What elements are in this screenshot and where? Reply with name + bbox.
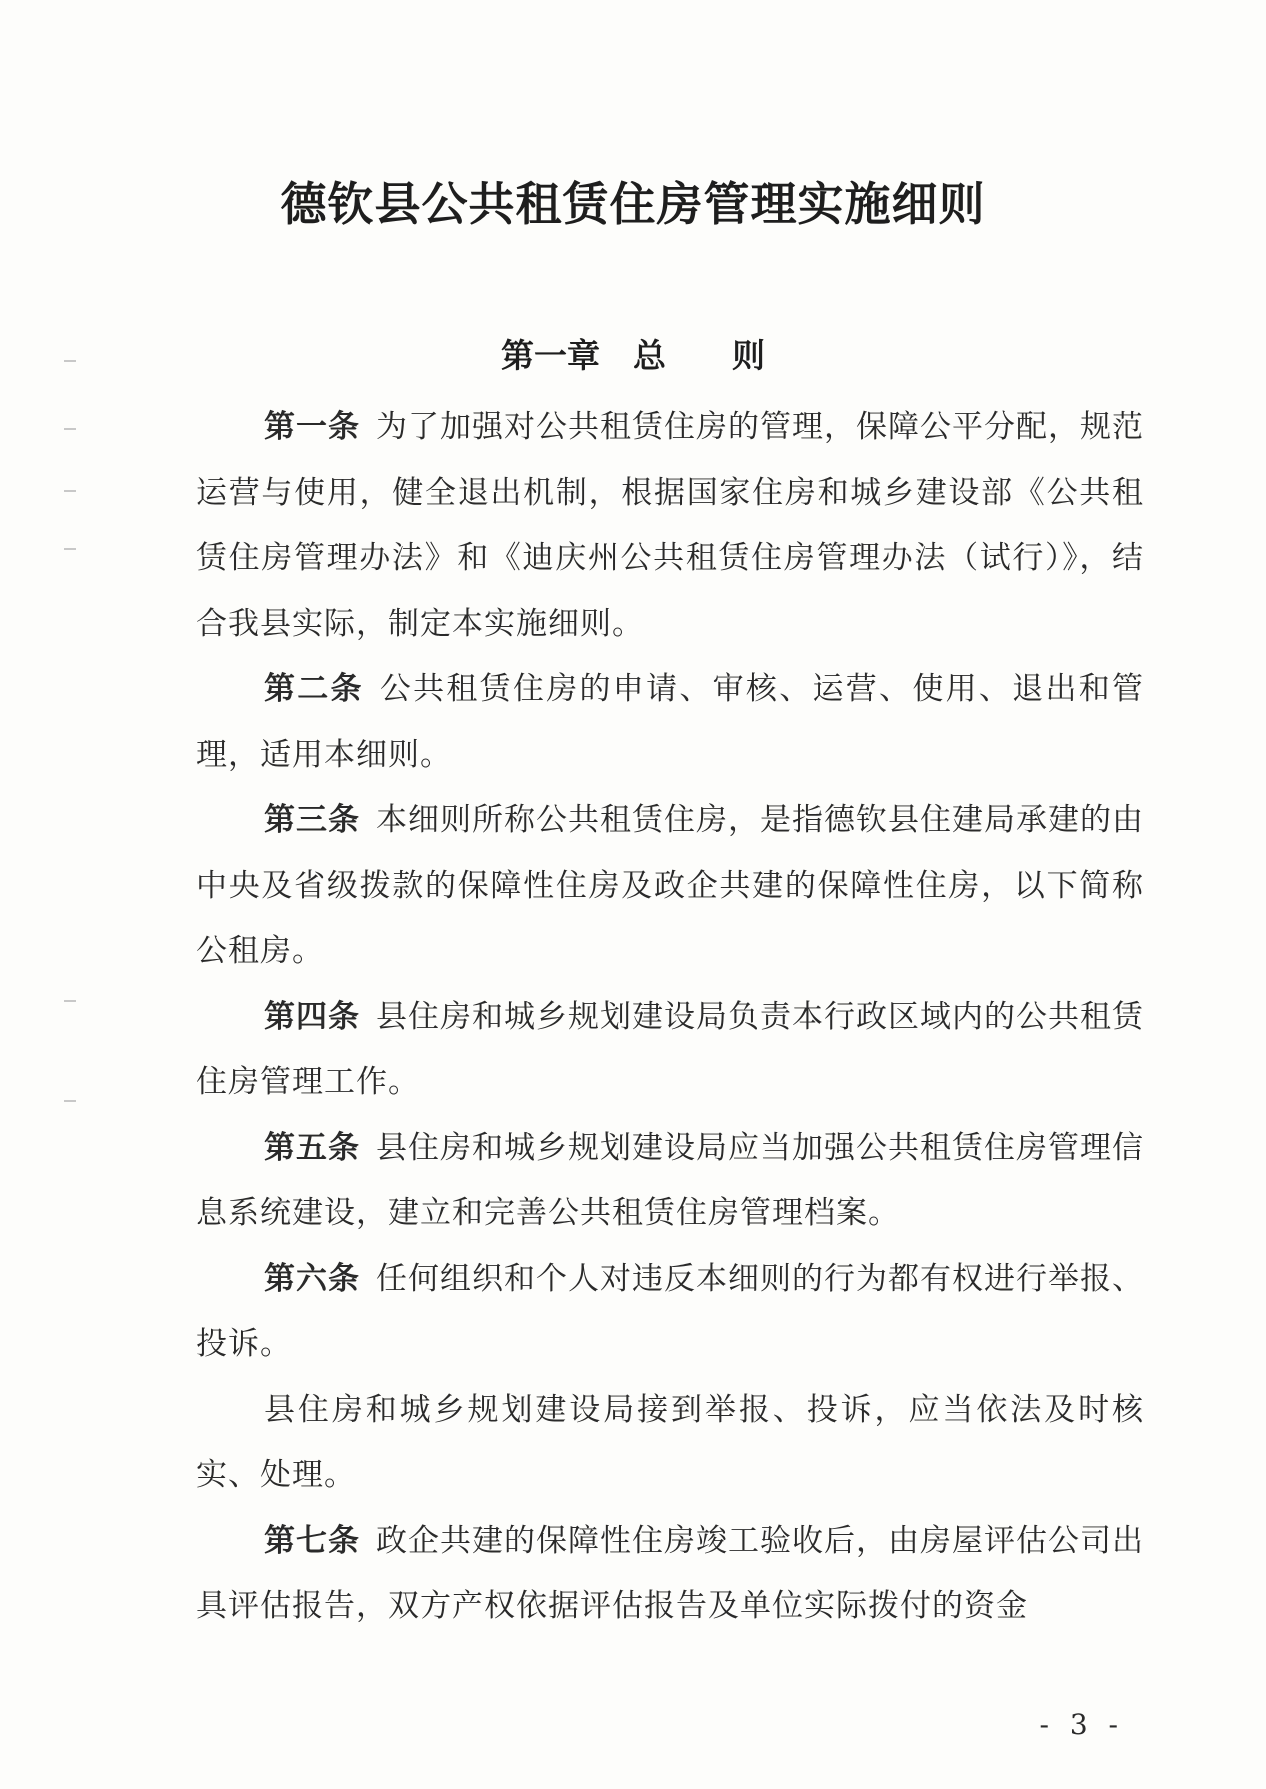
scan-mark: [64, 548, 76, 550]
page-number: - 3 -: [1039, 1708, 1124, 1741]
article-number: 第四条: [264, 998, 360, 1035]
article-text: 县住房和城乡规划建设局应当加强公共租赁住房管理信息系统建设，建立和完善公共租赁住房管理档案。: [196, 1129, 1144, 1231]
scan-mark: [64, 490, 76, 492]
article-number: 第三条: [264, 802, 360, 838]
scan-mark: [64, 428, 76, 430]
article-text: 县住房和城乡规划建设局接到举报、投诉，应当依法及时核实、处理。: [196, 1391, 1144, 1493]
article-number: 第七条: [264, 1522, 360, 1559]
article-number: 第一条: [264, 409, 360, 445]
article-text: 县住房和城乡规划建设局负责本行政区域内的公共租赁住房管理工作。: [196, 998, 1144, 1100]
article-3: [196, 788, 1144, 985]
article-number: 第二条: [264, 671, 364, 707]
article-6-continuation: [196, 1378, 1144, 1509]
chapter-heading: 第一章 总 则: [501, 336, 765, 375]
article-number: 第五条: [264, 1129, 360, 1166]
scan-mark: [64, 1100, 76, 1102]
article-number: 第六条: [264, 1260, 360, 1297]
article-2: [196, 657, 1144, 788]
article-4: [196, 985, 1144, 1116]
article-text: 任何组织和个人对违反本细则的行为都有权进行举报、投诉。: [196, 1260, 1144, 1362]
document-body: [196, 395, 1144, 1640]
document-title: 德钦县公共租赁住房管理实施细则: [280, 177, 986, 231]
scan-mark: [64, 1000, 76, 1002]
article-text: 政企共建的保障性住房竣工验收后，由房屋评估公司出具评估报告，双方产权依据评估报告及单位实际拨付的资金: [196, 1522, 1144, 1624]
article-7: [196, 1509, 1144, 1640]
article-text: 本细则所称公共租赁住房，是指德钦县住建局承建的由中央及省级拨款的保障性住房及政企共建的保障性住房，以下简称公租房。: [196, 802, 1144, 969]
article-5: [196, 1116, 1144, 1247]
article-6: [196, 1247, 1144, 1378]
article-1: [196, 395, 1144, 657]
article-text: 为了加强对公共租赁住房的管理，保障公平分配，规范运营与使用，健全退出机制，根据国家住房和城乡建设部《公共租赁住房管理办法》和《迪庆州公共租赁住房管理办法（试行）》，结合我县实际，制定本实施细则。: [196, 409, 1144, 642]
article-text: 公共租赁住房的申请、审核、运营、使用、退出和管理，适用本细则。: [196, 671, 1145, 773]
